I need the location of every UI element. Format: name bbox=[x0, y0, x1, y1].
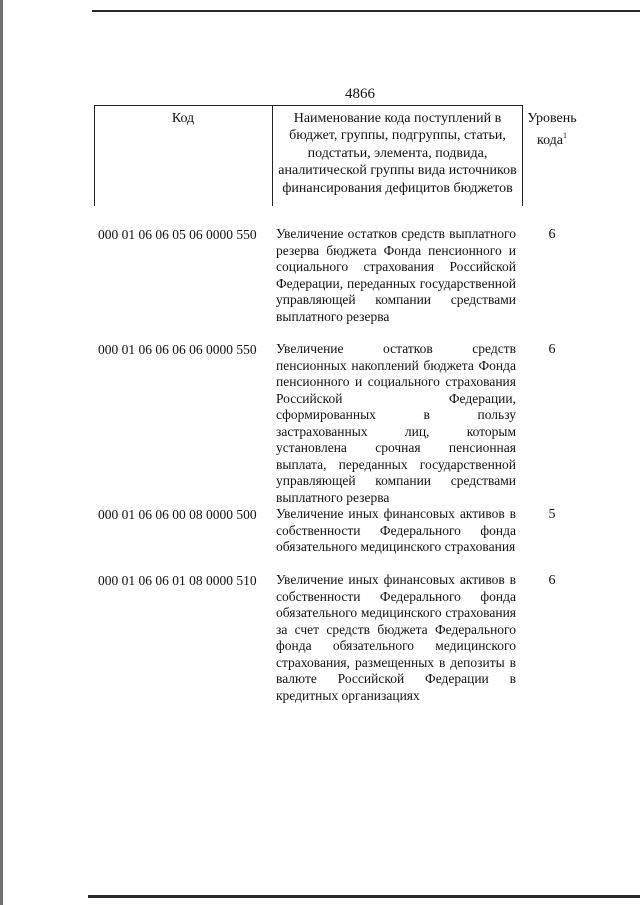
bottom-border-line bbox=[88, 895, 640, 898]
top-border-line bbox=[92, 10, 640, 12]
row-4-name: Увеличение иных финансовых активов в собственности Федерального фонда обязательного медицинского страхования за счет средств бюджета Федерального фонда обязательного медицинского страхования, размещенных в депозиты в валюте Российской Федерации в кредитных организациях bbox=[276, 572, 516, 703]
header-divider-1 bbox=[272, 105, 273, 206]
row-1-level: 6 bbox=[548, 227, 556, 242]
row-2-code: 000 01 06 06 06 06 0000 550 bbox=[98, 342, 257, 357]
row-4-level: 6 bbox=[548, 573, 556, 588]
header-level-footnote: 1 bbox=[563, 131, 568, 140]
scan-left-edge bbox=[0, 0, 3, 905]
header-code: Код bbox=[171, 111, 195, 126]
header-level bbox=[523, 110, 581, 149]
header-name: Наименование кода поступлений в бюджет, группы, подгруппы, статьи, подстатьи, элемента, подвида, аналитической группы вида источников финансирования дефицитов бюджетов bbox=[278, 111, 517, 196]
page-number: 4866 bbox=[345, 86, 375, 102]
row-1-name: Увеличение остатков средств выплатного резерва бюджета Фонда пенсионного и социального страхования Российской Федерации, переданных государственной управляющей компании средствами выплатного резерва bbox=[276, 226, 516, 324]
row-2-level: 6 bbox=[548, 342, 556, 357]
row-2-name: Увеличение остатков средств пенсионных накоплений бюджета Фонда пенсионного и социального страхования Российской Федерации, сформированных в пользу застрахованных лиц, которым установлена срочная пенсионная выплата, переданных государственной управляющей компании средствами выплатного резерва bbox=[276, 341, 516, 505]
row-3-name: Увеличение иных финансовых активов в собственности Федерального фонда обязательного медицинского страхования bbox=[276, 506, 516, 554]
header-level-label: Уровень кода bbox=[527, 111, 577, 148]
row-3-code: 000 01 06 06 00 08 0000 500 bbox=[98, 507, 257, 522]
row-4-code: 000 01 06 06 01 08 0000 510 bbox=[98, 573, 257, 588]
row-1-code: 000 01 06 06 05 06 0000 550 bbox=[98, 227, 257, 242]
row-3-level: 5 bbox=[548, 507, 556, 522]
